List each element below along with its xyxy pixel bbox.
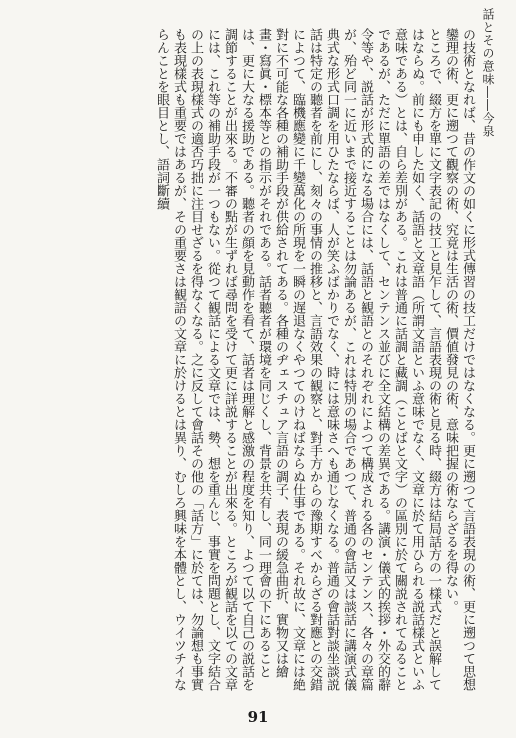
body-text [30, 28, 476, 698]
running-header [482, 8, 494, 138]
paragraph: の技術となれば、昔の作文の如くに形式傳習の技工だけではなくなる。更に遡つて言語表現の術、更に遡つて思想鑾理の術、更に遡つて觀察の術、究竟は生活の術、價値發見の術、意味把握の術ならざるを得ない。 [443, 28, 475, 691]
paragraph: ところで、綴方を單に文字表記の技工と見乍して、言語表現の術と見る時、綴方は結局話方の一樣式だと誤解してはならぬ。前にも申した如く、話語と文章語（所謂文語といふ意味でなく、文章に於て用ひられる説話樣式といふ意味である）とは、自ら差別がある。これは普通に話調と藏調（ことばと文字）の區別に於て關説されてゐることであるが、ただに單語の差ではなくして、センテンス並びに全文結構の差異である。講演・儀式的挨拶・外交的辭令等や、説話が形式的になる場合には、話語と観語とのそれぞれによつて構成される各のセンテンス、各々の章篇が、殆ど同一に近いまで接近することは勿論あるが、これは特別の場合であつて、普通の會話又は談話に講演式儀典式な形式口調を用ひたならば、人が笑ふばかりでなく、時には意味さへも通じなくなる。普通の會話對談坐談説話は特定の聽者を前にし、刻々の事情の推移と、言語效果の観察と、對手方からの豫期すべからざる對應との交錯によつて、臨機應變に千變萬化の所現を一瞬の遅退なくやつてのけねばならぬ仕事である。それ故に、文章には絶對に不可能な各種の補助手段が供給されてある。各種のヂェスチュア言語の調子、表現の緩急曲折、實物又は繪畫・寫眞・標本等との指示がそれである。話者聽者が環境を同じくし、背景を共有し、同一理會の下にあることは、更に大なる援助である。聽者の顔を見動作を看て、話者は理解と感激の程度を知り、よつて以て自己の説話を調節することが出來る。不審の點が生ずれば尋問を受けて更に詳説することが出來る。ところが観話を以ての文章には、これ等の補助手段が一つもない。從つて観話による文章では、勢、想を重んじ、事實を問題とし、文字結合の上の表現樣式の適否巧拙に注目せざるを得なくなる。之に反して會話その他の「話方」に於ては、勿論想も事實も表現樣式も重要ではあるが、その重要さは観語の文章に於けるとは異り、むしろ興味を本體とし、ウイツチイならんことを眼目とし、語詞斷續 [154, 28, 441, 691]
running-header-title: 話とその意味――今泉 [481, 8, 495, 138]
page-number: 91 [247, 708, 269, 726]
